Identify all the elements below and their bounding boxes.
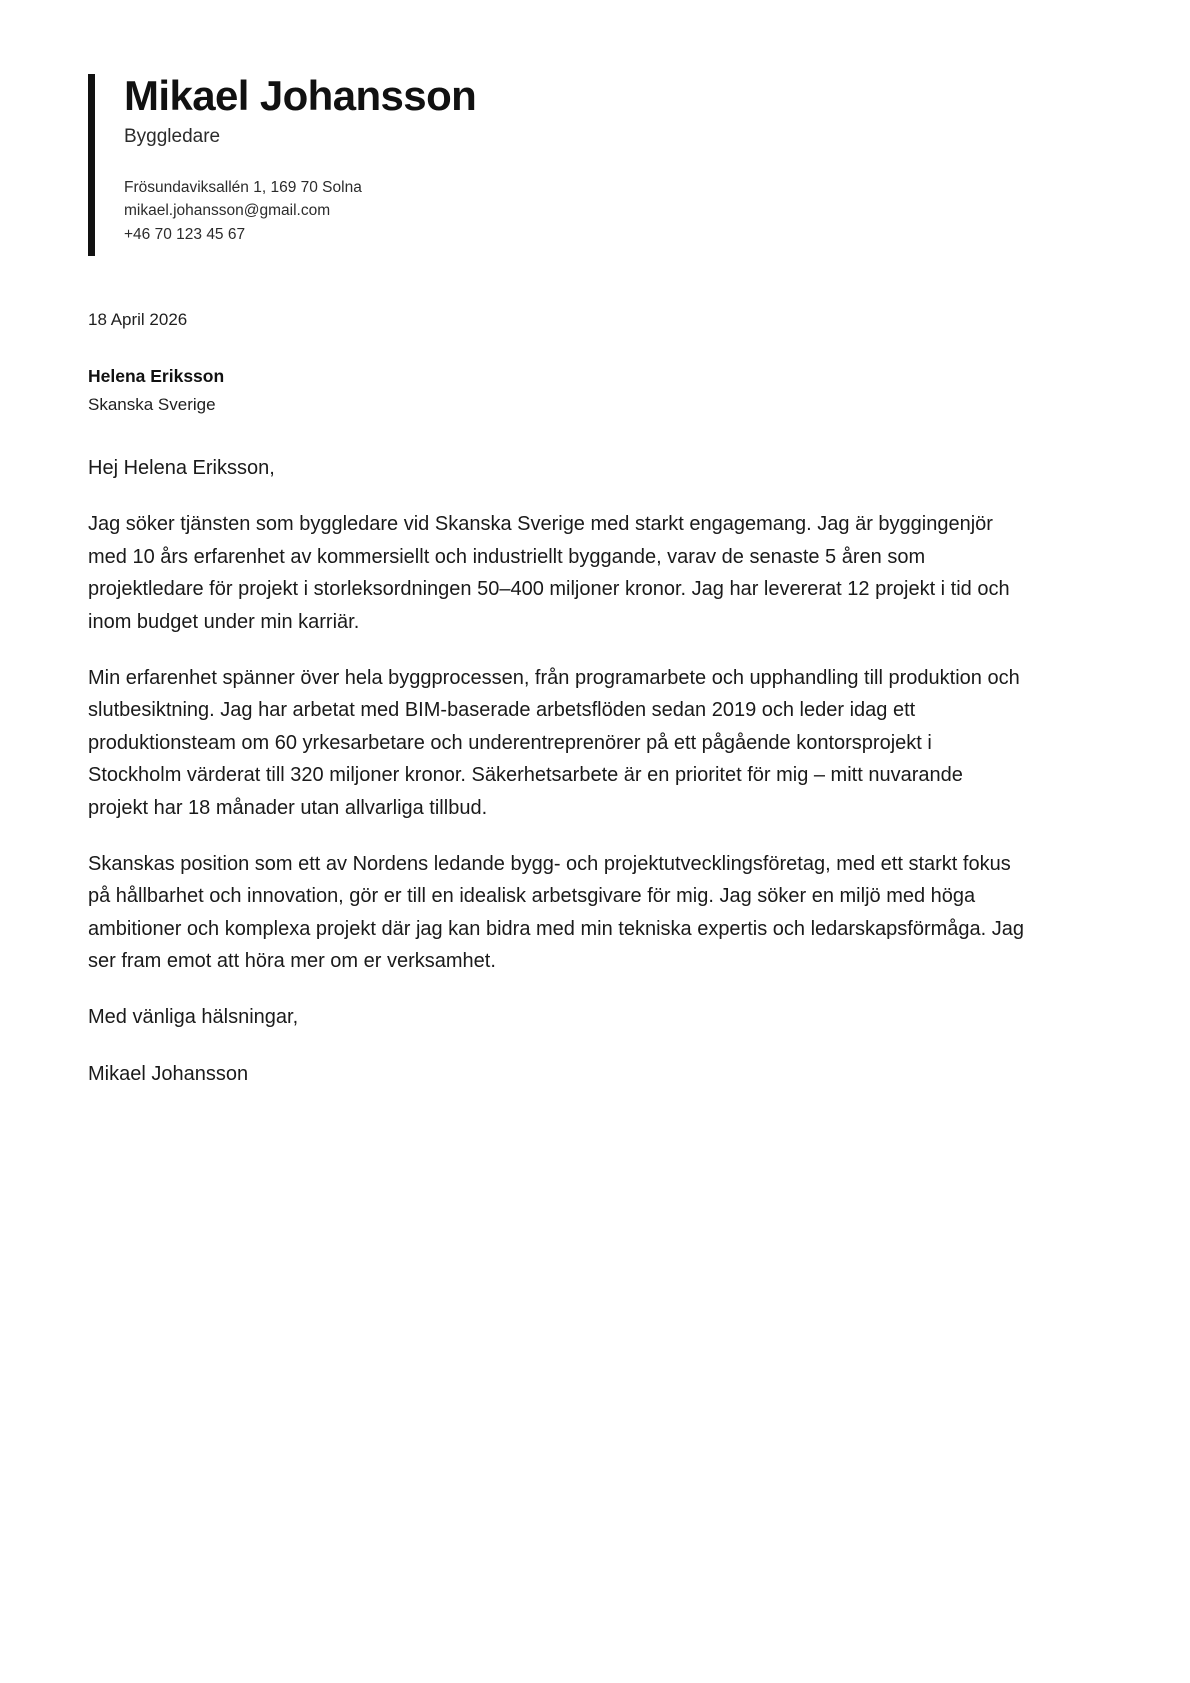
recipient-company: Skanska Sverige bbox=[88, 395, 216, 415]
signature-name: Mikael Johansson bbox=[88, 1062, 249, 1085]
contact-email: mikael.johansson@gmail.com bbox=[124, 202, 331, 220]
contact-phone: +46 70 123 45 67 bbox=[124, 225, 246, 243]
body-paragraph-3: Skanskas position som ett av Nordens ledande bygg- och projektutvecklingsföretag, med ett starkt fokus på hållbarhet och innovation, gör er till en idealisk arbetsgivare för mig. Jag söker en miljö med höga ambitioner och komplexa projekt där jag kan bidra med min tekniska expertis och ledarskapsförmåga. Jag ser fram emot att höra mer om er verksamhet. bbox=[88, 852, 1025, 973]
letter-body bbox=[88, 452, 1028, 1090]
letter-header bbox=[88, 72, 968, 246]
recipient-name: Helena Eriksson bbox=[88, 365, 225, 386]
contact-details bbox=[124, 176, 968, 247]
contact-address: Frösundaviksallén 1, 169 70 Solna bbox=[124, 178, 362, 196]
header-accent-rule bbox=[88, 74, 95, 256]
closing-line: Med vänliga hälsningar, bbox=[88, 1006, 299, 1029]
letter-meta bbox=[88, 308, 968, 418]
salutation: Hej Helena Eriksson, bbox=[88, 457, 275, 479]
applicant-job-title: Byggledare bbox=[124, 126, 221, 148]
letter-date: 18 April 2026 bbox=[88, 310, 188, 329]
body-paragraph-2: Min erfarenhet spänner över hela byggprocessen, från programarbete och upphandling till produktion och slutbesiktning. Jag har arbetat med BIM-baserade arbetsflöden sedan 2019 och leder idag ett produktionsteam om 60 yrkesarbetare och underentreprenörer på ett pågående kontorsprojekt i Stockholm värderat till 320 miljoner kronor. Säkerhetsarbete är en prioritet för mig – mitt nuvarande projekt har 18 månader utan allvarliga tillbud. bbox=[88, 666, 1020, 819]
body-paragraph-1: Jag söker tjänsten som byggledare vid Skanska Sverige med starkt engagemang. Jag är byggingenjör med 10 års erfarenhet av kommersiellt och industriellt byggande, varav de senaste 5 åren som projektledare för projekt i storleksordningen 50–400 miljoner kronor. Jag har levererat 12 projekt i tid och inom budget under min karriär. bbox=[88, 513, 1010, 633]
applicant-name: Mikael Johansson bbox=[124, 72, 477, 119]
